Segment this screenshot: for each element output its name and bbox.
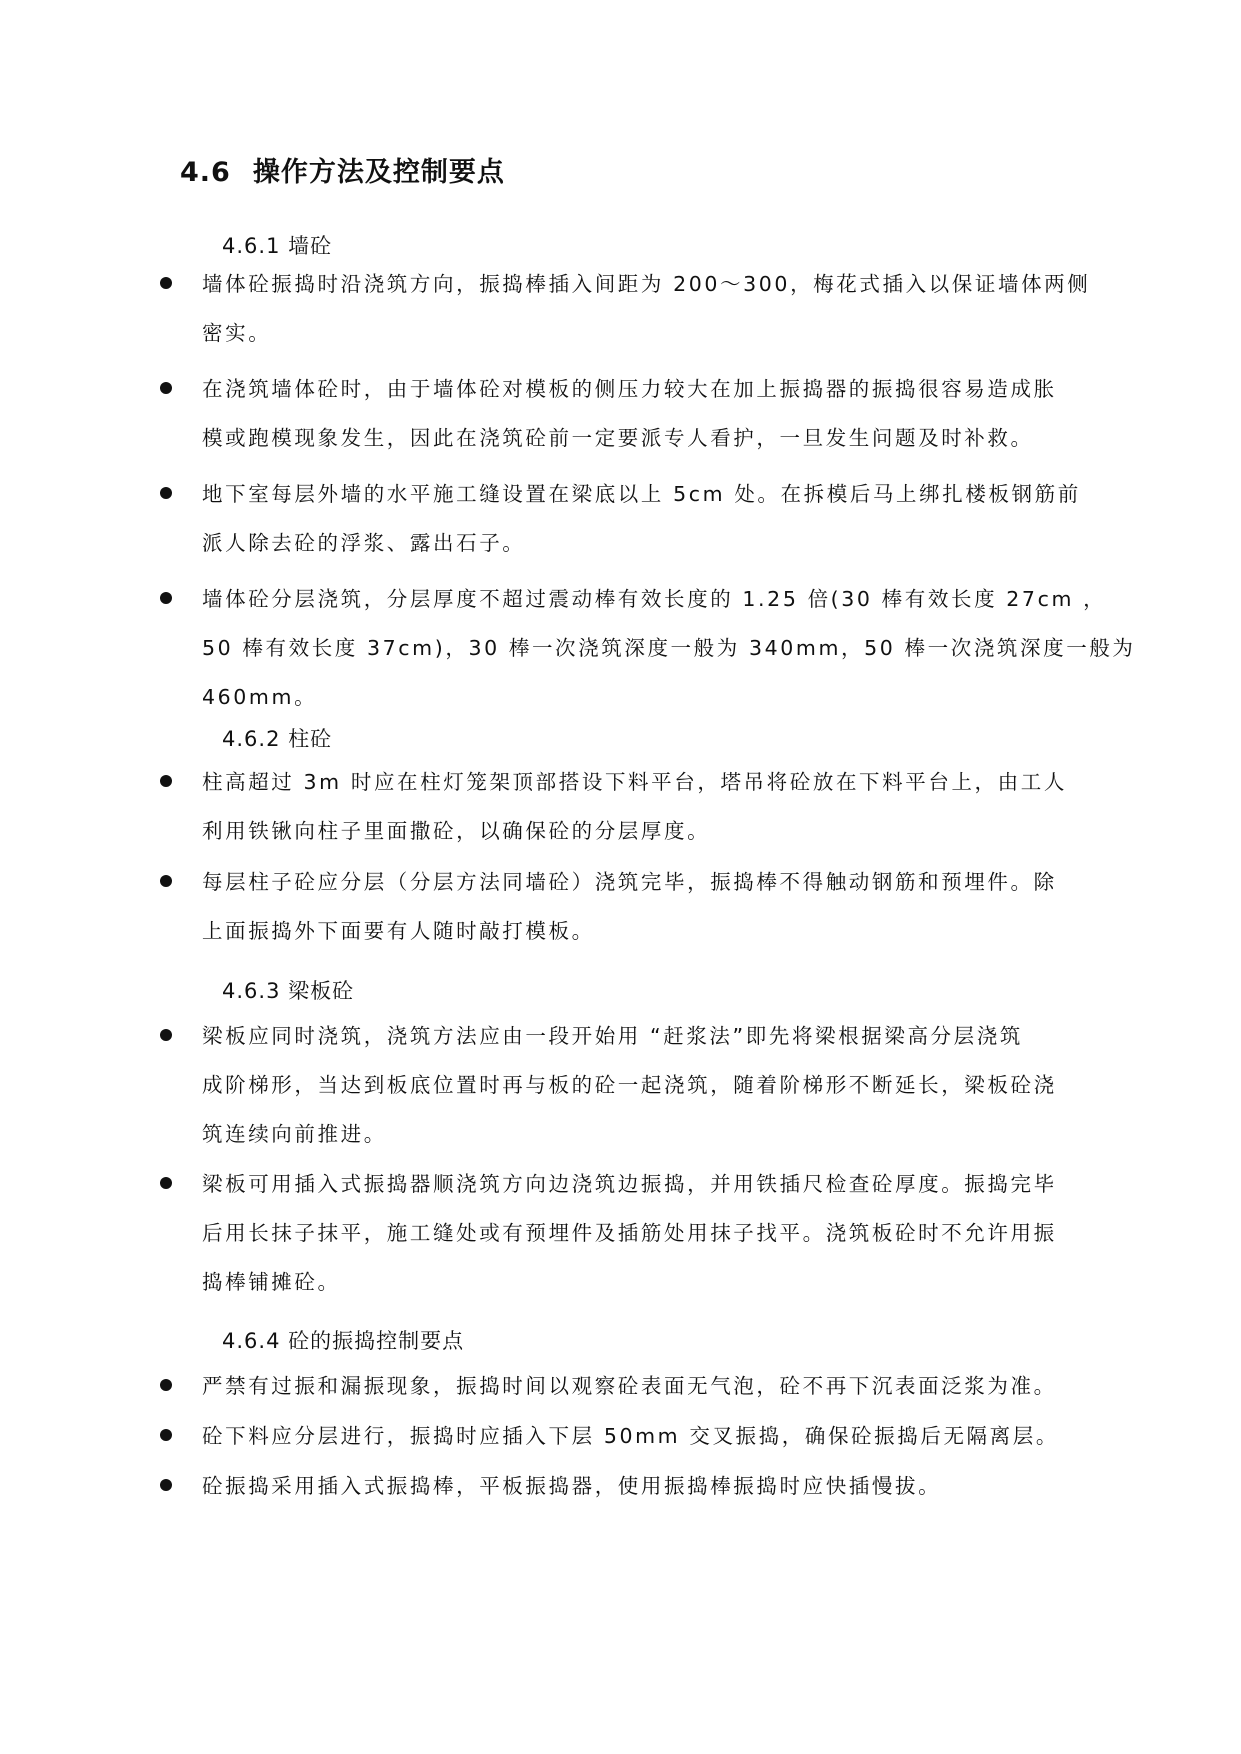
paragraph xyxy=(202,365,1120,463)
section-heading xyxy=(180,150,505,189)
list-item xyxy=(160,858,1120,956)
paragraph xyxy=(202,260,1120,358)
list-item xyxy=(160,260,1120,358)
paragraph xyxy=(202,1412,1120,1461)
bullet-icon xyxy=(160,1029,172,1041)
text-line: 砼振捣采用插入式振捣棒，平板振捣器，使用振捣棒振捣时应快插慢拔。 xyxy=(202,1474,942,1498)
text-line: 在浇筑墙体砼时，由于墙体砼对模板的侧压力较大在加上振捣器的振捣很容易造成胀 xyxy=(202,377,1057,401)
list-item xyxy=(160,365,1120,463)
text-line: 捣棒铺摊砼。 xyxy=(202,1270,341,1294)
text-line: 筑连续向前推进。 xyxy=(202,1122,387,1146)
text-line: 严禁有过振和漏振现象，振捣时间以观察砼表面无气泡，砼不再下沉表面泛浆为准。 xyxy=(202,1374,1057,1398)
text-line: 墙体砼分层浇筑，分层厚度不超过震动棒有效长度的 1.25 倍(30 棒有效长度 27cm ， xyxy=(202,587,1107,611)
text-line: 砼下料应分层进行，振捣时应插入下层 50mm 交叉振捣，确保砼振捣后无隔离层。 xyxy=(202,1424,1059,1448)
paragraph xyxy=(202,758,1120,856)
bullet-icon xyxy=(160,1429,172,1441)
subsection-title: 4.6.3 梁板砼 xyxy=(222,979,355,1003)
bullet-icon xyxy=(160,382,172,394)
text-line: 墙体砼振捣时沿浇筑方向，振捣棒插入间距为 200～300，梅花式插入以保证墙体两侧 xyxy=(202,272,1091,296)
bullet-icon xyxy=(160,277,172,289)
paragraph xyxy=(202,470,1120,568)
paragraph xyxy=(202,1012,1120,1159)
paragraph xyxy=(202,1462,1120,1511)
subsection-title: 4.6.1 墙砼 xyxy=(222,234,333,258)
list-item xyxy=(160,1412,1120,1461)
paragraph xyxy=(202,1160,1120,1307)
bullet-icon xyxy=(160,487,172,499)
list-item xyxy=(160,470,1120,568)
text-line: 成阶梯形，当达到板底位置时再与板的砼一起浇筑，随着阶梯形不断延长，梁板砼浇 xyxy=(202,1073,1057,1097)
subsection-title: 4.6.4 砼的振捣控制要点 xyxy=(222,1329,465,1353)
subsection-title: 4.6.2 柱砼 xyxy=(222,727,333,751)
list-item xyxy=(160,1160,1120,1307)
bullet-icon xyxy=(160,592,172,604)
bullet-icon xyxy=(160,1379,172,1391)
text-line: 460mm。 xyxy=(202,685,318,709)
section-number: 4.6 xyxy=(180,157,231,188)
text-line: 后用长抹子抹平，施工缝处或有预埋件及插筋处用抹子找平。浇筑板砼时不允许用振 xyxy=(202,1221,1057,1245)
text-line: 50 棒有效长度 37cm)，30 棒一次浇筑深度一般为 340mm，50 棒一次浇筑深度一般为 xyxy=(202,636,1136,660)
text-line: 利用铁锹向柱子里面撒砼，以确保砼的分层厚度。 xyxy=(202,819,711,843)
text-line: 每层柱子砼应分层（分层方法同墙砼）浇筑完毕，振捣棒不得触动钢筋和预埋件。除 xyxy=(202,870,1057,894)
paragraph xyxy=(202,575,1136,722)
text-line: 梁板应同时浇筑，浇筑方法应由一段开始用 “赶浆法”即先将梁根据梁高分层浇筑 xyxy=(202,1024,1023,1048)
text-line: 地下室每层外墙的水平施工缝设置在梁底以上 5cm 处。在拆模后马上绑扎楼板钢筋前 xyxy=(202,482,1081,506)
list-item xyxy=(160,1462,1120,1511)
text-line: 模或跑模现象发生，因此在浇筑砼前一定要派专人看护，一旦发生问题及时补救。 xyxy=(202,426,1034,450)
text-line: 上面振捣外下面要有人随时敲打模板。 xyxy=(202,919,595,943)
list-item xyxy=(160,1362,1120,1411)
text-line: 柱高超过 3m 时应在柱灯笼架顶部搭设下料平台，塔吊将砼放在下料平台上，由工人 xyxy=(202,770,1067,794)
list-item xyxy=(160,758,1120,856)
text-line: 派人除去砼的浮浆、露出石子。 xyxy=(202,531,526,555)
bullet-icon xyxy=(160,1479,172,1491)
list-item xyxy=(160,1012,1120,1159)
text-line: 梁板可用插入式振捣器顺浇筑方向边浇筑边振捣，并用铁插尺检查砼厚度。振捣完毕 xyxy=(202,1172,1057,1196)
bullet-icon xyxy=(160,1177,172,1189)
bullet-icon xyxy=(160,875,172,887)
paragraph xyxy=(202,1362,1120,1411)
section-title: 操作方法及控制要点 xyxy=(252,157,505,188)
text-line: 密实。 xyxy=(202,321,272,345)
list-item xyxy=(160,575,1136,722)
paragraph xyxy=(202,858,1120,956)
bullet-icon xyxy=(160,775,172,787)
